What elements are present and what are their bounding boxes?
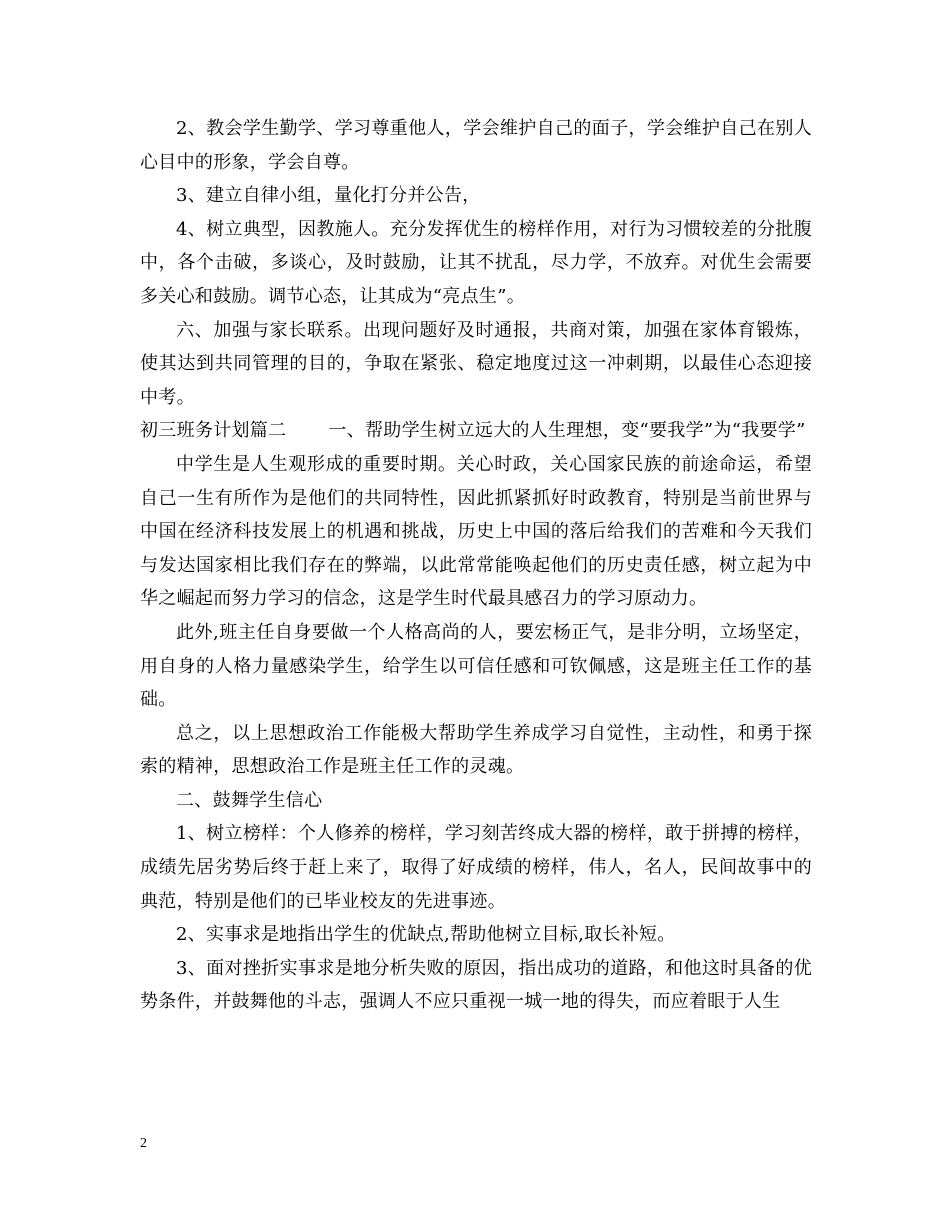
section-title: 初三班务计划篇二 [140, 420, 287, 442]
paragraph-section-six: 六、加强与家长联系。出现问题好及时通报，共商对策，加强在家体育锻炼，使其达到共同管理的目的，争取在紧张、稳定地度过这一冲刺期，以最佳心态迎接中考。 [140, 319, 812, 408]
paragraph-item-2: 2、教会学生勤学、学习尊重他人，学会维护自己的面子，学会维护自己在别人心目中的形象，学会自尊。 [140, 118, 812, 173]
paragraph-role-models: 1、树立榜样：个人修养的榜样，学习刻苦终成大器的榜样，敢于拼搏的榜样，成绩先居劣势后终于赶上来了，取得了好成绩的榜样，伟人，名人，民间故事中的典范，特别是他们的已毕业校友的先进事迹。 [140, 823, 812, 912]
section-first-line: 一、帮助学生树立远大的人生理想，变“要我学”为“我要学” [328, 420, 806, 442]
paragraph-political-education: 中学生是人生观形成的重要时期。关心时政，关心国家民族的前途命运，希望自己一生有所作为是他们的共同特性，因此抓紧抓好时政教育，特别是当前世界与中国在经济科技发展上的机遇和挑战，历史上中国的落后给我们的苦难和今天我们与发达国家相比我们存在的弊端，以此常常能唤起他们的历史责任感，树立起为中华之崛起而努力学习的信念，这是学生时代最具感召力的学习原动力。 [140, 453, 812, 610]
page-number: 2 [140, 1136, 147, 1151]
paragraph-teacher-character: 此外,班主任自身要做一个人格高尚的人，要宏杨正气，是非分明，立场坚定，用自身的人格力量感染学生，给学生以可信任感和可钦佩感，这是班主任工作的基础。 [140, 621, 812, 711]
heading-encourage-confidence: 二、鼓舞学生信心 [176, 789, 323, 811]
document-body [140, 112, 812, 1019]
paragraph-setbacks: 3、面对挫折实事求是地分析失败的原因，指出成功的道路，和他这时具备的优势条件，并鼓舞他的斗志，强调人不应只重视一城一地的得失，而应着眼于人生 [140, 957, 812, 1013]
paragraph-strengths: 2、实事求是地指出学生的优缺点,帮助他树立目标,取长补短。 [176, 924, 676, 946]
section-heading-line [140, 414, 812, 448]
paragraph-item-3: 3、建立自律小组，量化打分并公告， [176, 185, 481, 207]
paragraph-summary: 总之，以上思想政治工作能极大帮助学生养成学习自觉性，主动性，和勇于探索的精神，思想政治工作是班主任工作的灵魂。 [140, 722, 812, 778]
paragraph-item-4: 4、树立典型，因教施人。充分发挥优生的榜样作用，对行为习惯较差的分批腹中，各个击破，多谈心，及时鼓励，让其不扰乱，尽力学，不放弃。对优生会需要多关心和鼓励。调节心态，让其成为“亮点生”。 [140, 218, 812, 307]
